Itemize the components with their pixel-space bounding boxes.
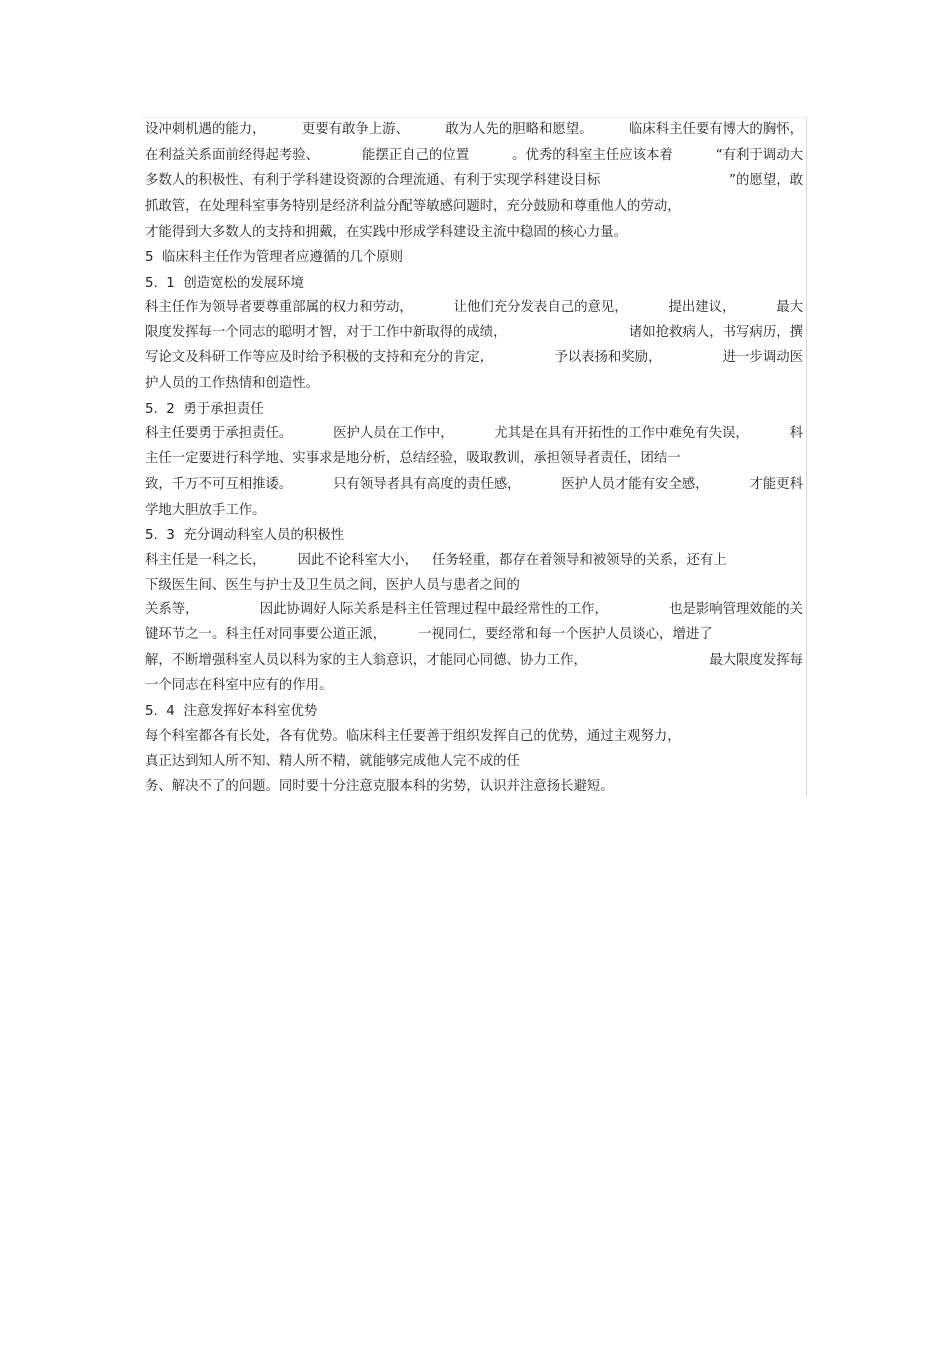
text-segment: 才能更科 xyxy=(749,477,803,492)
text-segment: 才能得到大多数人的支持和拥戴，在实践中形成学科建设主流中稳固的核心力量。 xyxy=(145,225,628,240)
text-segment: 让他们充分发表自己的意见， xyxy=(453,300,628,315)
text-segment: 因此不论科室大小， xyxy=(297,553,419,568)
text-line xyxy=(145,473,803,497)
text-segment: 更要有敢争上游、 xyxy=(301,122,409,137)
text-segment: “有利于调动大 xyxy=(715,148,803,163)
text-line xyxy=(145,649,803,673)
text-segment: 5 临床科主任作为管理者应遵循的几个原则 xyxy=(145,250,404,265)
text-segment: 关系等， xyxy=(145,602,199,617)
text-segment: 键环节之一。科主任对同事要公道正派， xyxy=(145,627,387,642)
text-line xyxy=(145,674,332,698)
text-line xyxy=(145,221,627,245)
text-segment: 设冲刺机遇的能力， xyxy=(145,122,266,137)
text-segment: 科主任是一科之长， xyxy=(145,553,266,568)
text-line xyxy=(145,750,520,774)
text-line xyxy=(145,272,304,296)
text-segment: 医护人员才能有安全感， xyxy=(561,477,709,492)
text-segment: 护人员的工作热情和创造性。 xyxy=(145,376,320,391)
text-line xyxy=(145,447,681,471)
text-line xyxy=(145,169,803,193)
text-segment: 主任一定要进行科学地、实事求是地分析，总结经验，吸取教训，承担领导者责任，团结一 xyxy=(145,451,681,466)
text-line xyxy=(145,398,264,422)
text-line xyxy=(145,372,319,396)
text-segment: 最大 xyxy=(776,300,803,315)
text-line xyxy=(145,346,803,370)
text-segment: 下级医生间、医生与护士及卫生员之间，医护人员与患者之间的 xyxy=(145,578,520,593)
text-line xyxy=(145,598,803,622)
text-segment: 一视同仁，要经常和每一个医护人员谈心，增进了 xyxy=(418,627,713,642)
text-segment: 最大限度发挥每 xyxy=(709,653,803,668)
text-line xyxy=(145,195,681,219)
text-segment: 限度发挥每一个同志的聪明才智，对于工作中新取得的成绩， xyxy=(145,325,507,340)
text-segment: 进一步调动医 xyxy=(722,350,803,365)
document-page xyxy=(142,117,807,796)
text-segment: 每个科室都各有长处，各有优势。临床科主任要善于组织发挥自己的优势，通过主观努力， xyxy=(145,729,681,744)
text-line xyxy=(145,549,727,573)
text-segment: 科主任作为领导者要尊重部属的权力和劳动， xyxy=(145,300,413,315)
text-segment: 提出建议， xyxy=(668,300,736,315)
text-line xyxy=(145,118,803,142)
text-segment: 抓敢管，在处理科室事务特别是经济利益分配等敏感问题时，充分鼓励和尊重他人的劳动， xyxy=(145,199,681,214)
text-segment: 致，千万不可互相推诿。 xyxy=(145,477,293,492)
text-segment: 务、解决不了的问题。同时要十分注意克服本科的劣势，认识并注意扬长避短。 xyxy=(145,779,614,794)
text-line xyxy=(145,321,803,345)
text-segment: 解，不断增强科室人员以科为家的主人翁意识，才能同心同德、协力工作， xyxy=(145,653,587,668)
text-segment: 能摆正自己的位置 xyxy=(362,148,470,163)
text-segment: 科主任要勇于承担责任。 xyxy=(145,426,293,441)
text-line xyxy=(145,499,266,523)
text-segment: 因此协调好人际关系是科主任管理过程中最经常性的工作， xyxy=(259,602,608,617)
text-line xyxy=(145,296,803,320)
text-segment: 也是影响管理效能的关 xyxy=(669,602,803,617)
text-segment: 5. 4 注意发挥好本科室优势 xyxy=(145,704,318,719)
text-line xyxy=(145,775,614,799)
text-segment: 学地大胆放手工作。 xyxy=(145,503,266,518)
text-segment: 临床科主任要有博大的胸怀， xyxy=(628,122,803,137)
text-segment: 真正达到知人所不知、精人所不精，就能够完成他人完不成的任 xyxy=(145,754,520,769)
text-segment: 予以表扬和奖励， xyxy=(554,350,662,365)
text-segment: 诸如抢救病人，书写病历，撰 xyxy=(628,325,803,340)
text-segment: 任务轻重，都存在着领导和被领导的关系，还有上 xyxy=(432,553,727,568)
text-segment: 尤其是在具有开拓性的工作中难免有失误， xyxy=(494,426,749,441)
text-segment: ”的愿望，敢 xyxy=(729,173,803,188)
text-segment: 写论文及科研工作等应及时给予积极的支持和充分的肯定， xyxy=(145,350,494,365)
text-segment: 只有领导者具有高度的责任感， xyxy=(333,477,521,492)
text-line xyxy=(145,524,344,548)
text-segment: 医护人员在工作中， xyxy=(333,426,454,441)
text-segment: 5. 1 创造宽松的发展环境 xyxy=(145,276,304,291)
text-segment: 科 xyxy=(789,426,803,441)
text-line xyxy=(145,623,713,647)
text-segment: 5. 2 勇于承担责任 xyxy=(145,402,264,417)
text-segment: 。优秀的科室主任应该本着 xyxy=(512,148,673,163)
text-line xyxy=(145,422,803,446)
text-segment: 敢为人先的胆略和愿望。 xyxy=(445,122,593,137)
text-line xyxy=(145,725,681,749)
text-line xyxy=(145,144,803,168)
text-line xyxy=(145,246,403,270)
text-segment: 一个同志在科室中应有的作用。 xyxy=(145,678,333,693)
text-segment: 5. 3 充分调动科室人员的积极性 xyxy=(145,528,345,543)
text-line xyxy=(145,700,317,724)
text-segment: 多数人的积极性、有利于学科建设资源的合理流通、有利于实现学科建设目标 xyxy=(145,173,601,188)
text-segment: 在利益关系面前经得起考验、 xyxy=(145,148,320,163)
text-line xyxy=(145,574,520,598)
